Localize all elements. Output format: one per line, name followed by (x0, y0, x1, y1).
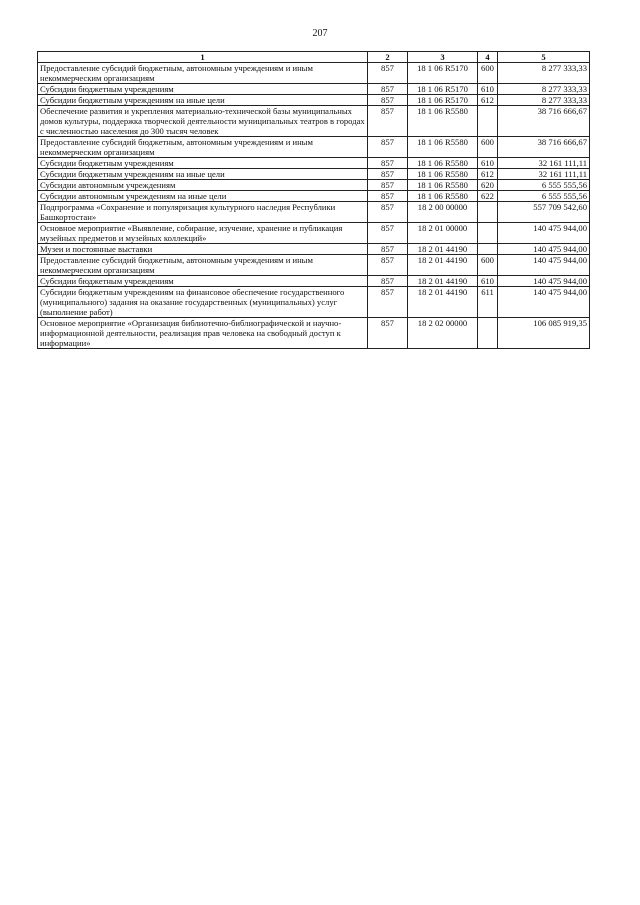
cell-csr: 18 2 01 44190 (408, 255, 478, 276)
cell-sum: 8 277 333,33 (498, 63, 590, 84)
cell-vr: 622 (478, 191, 498, 202)
cell-ved: 857 (368, 318, 408, 349)
cell-name: Основное мероприятие «Выявление, собирание, изучение, хранение и публикация музейных предметов и музейных коллекций» (38, 223, 368, 244)
cell-name: Основное мероприятие «Организация библиотечно-библиографической и научно-информационной деятельности, реализация прав человека на свободный доступ к информации» (38, 318, 368, 349)
table-row (38, 276, 590, 287)
cell-sum: 140 475 944,00 (498, 223, 590, 244)
cell-name: Субсидии автономным учреждениям на иные цели (38, 191, 368, 202)
cell-csr: 18 1 06 R5170 (408, 84, 478, 95)
cell-csr: 18 1 06 R5170 (408, 63, 478, 84)
cell-sum: 32 161 111,11 (498, 169, 590, 180)
cell-csr: 18 2 01 44190 (408, 287, 478, 318)
cell-sum: 6 555 555,56 (498, 180, 590, 191)
cell-vr: 610 (478, 158, 498, 169)
cell-sum: 6 555 555,56 (498, 191, 590, 202)
cell-csr: 18 2 00 00000 (408, 202, 478, 223)
cell-ved: 857 (368, 137, 408, 158)
cell-sum: 140 475 944,00 (498, 244, 590, 255)
cell-csr: 18 2 01 44190 (408, 244, 478, 255)
table-body (38, 63, 590, 349)
cell-csr: 18 2 01 44190 (408, 276, 478, 287)
cell-vr (478, 318, 498, 349)
cell-name: Предоставление субсидий бюджетным, автономным учреждениям и иным некоммерческим организациям (38, 255, 368, 276)
cell-sum: 32 161 111,11 (498, 158, 590, 169)
cell-vr (478, 244, 498, 255)
cell-csr: 18 1 06 R5580 (408, 137, 478, 158)
budget-table (37, 51, 590, 349)
table-row (38, 106, 590, 137)
cell-sum: 140 475 944,00 (498, 287, 590, 318)
cell-name: Обеспечение развития и укрепления материально-технической базы муниципальных домов культуры, поддержка творческой деятельности муниципальных театров в городах с численностью населения до 300 тысяч человек (38, 106, 368, 137)
cell-csr: 18 2 01 00000 (408, 223, 478, 244)
table-row (38, 63, 590, 84)
header-ved: 2 (368, 52, 408, 63)
table-row (38, 223, 590, 244)
cell-csr: 18 1 06 R5580 (408, 169, 478, 180)
header-sum: 5 (498, 52, 590, 63)
cell-vr: 620 (478, 180, 498, 191)
cell-csr: 18 2 02 00000 (408, 318, 478, 349)
cell-ved: 857 (368, 255, 408, 276)
cell-vr (478, 202, 498, 223)
cell-ved: 857 (368, 169, 408, 180)
cell-name: Субсидии бюджетным учреждениям на иные цели (38, 169, 368, 180)
cell-vr: 600 (478, 63, 498, 84)
cell-sum: 38 716 666,67 (498, 106, 590, 137)
cell-ved: 857 (368, 95, 408, 106)
cell-vr: 611 (478, 287, 498, 318)
cell-csr: 18 1 06 R5580 (408, 191, 478, 202)
cell-name: Предоставление субсидий бюджетным, автономным учреждениям и иным некоммерческим организациям (38, 63, 368, 84)
cell-name: Подпрограмма «Сохранение и популяризация культурного наследия Республики Башкортостан» (38, 202, 368, 223)
table-row (38, 202, 590, 223)
cell-ved: 857 (368, 244, 408, 255)
table-row (38, 169, 590, 180)
table-row (38, 158, 590, 169)
table-row (38, 318, 590, 349)
cell-name: Субсидии бюджетным учреждениям на иные цели (38, 95, 368, 106)
cell-name: Субсидии бюджетным учреждениям на финансовое обеспечение государственного (муниципального) задания на оказание государственных (муниципальных) услуг (выполнение работ) (38, 287, 368, 318)
cell-sum: 140 475 944,00 (498, 276, 590, 287)
cell-ved: 857 (368, 223, 408, 244)
cell-ved: 857 (368, 84, 408, 95)
cell-ved: 857 (368, 63, 408, 84)
cell-vr (478, 106, 498, 137)
cell-csr: 18 1 06 R5170 (408, 95, 478, 106)
cell-sum: 557 709 542,60 (498, 202, 590, 223)
table-row (38, 244, 590, 255)
table-row (38, 287, 590, 318)
cell-csr: 18 1 06 R5580 (408, 158, 478, 169)
cell-ved: 857 (368, 180, 408, 191)
page-number: 207 (312, 28, 328, 39)
cell-vr: 612 (478, 95, 498, 106)
cell-ved: 857 (368, 202, 408, 223)
table-row (38, 180, 590, 191)
cell-ved: 857 (368, 158, 408, 169)
header-csr: 3 (408, 52, 478, 63)
cell-ved: 857 (368, 287, 408, 318)
cell-sum: 106 085 919,35 (498, 318, 590, 349)
cell-ved: 857 (368, 191, 408, 202)
table-row (38, 137, 590, 158)
cell-vr: 610 (478, 276, 498, 287)
cell-sum: 8 277 333,33 (498, 95, 590, 106)
cell-name: Музеи и постоянные выставки (38, 244, 368, 255)
cell-sum: 140 475 944,00 (498, 255, 590, 276)
cell-vr: 612 (478, 169, 498, 180)
table-row (38, 95, 590, 106)
cell-vr: 600 (478, 137, 498, 158)
cell-vr (478, 223, 498, 244)
cell-vr: 600 (478, 255, 498, 276)
cell-csr: 18 1 06 R5580 (408, 106, 478, 137)
cell-csr: 18 1 06 R5580 (408, 180, 478, 191)
cell-vr: 610 (478, 84, 498, 95)
table-row (38, 84, 590, 95)
table-row (38, 191, 590, 202)
cell-name: Субсидии бюджетным учреждениям (38, 276, 368, 287)
cell-sum: 38 716 666,67 (498, 137, 590, 158)
cell-name: Субсидии автономным учреждениям (38, 180, 368, 191)
cell-ved: 857 (368, 276, 408, 287)
header-vr: 4 (478, 52, 498, 63)
cell-sum: 8 277 333,33 (498, 84, 590, 95)
table-row (38, 255, 590, 276)
header-name: 1 (38, 52, 368, 63)
table-header-row (38, 52, 590, 63)
cell-name: Предоставление субсидий бюджетным, автономным учреждениям и иным некоммерческим организациям (38, 137, 368, 158)
cell-name: Субсидии бюджетным учреждениям (38, 158, 368, 169)
cell-ved: 857 (368, 106, 408, 137)
cell-name: Субсидии бюджетным учреждениям (38, 84, 368, 95)
